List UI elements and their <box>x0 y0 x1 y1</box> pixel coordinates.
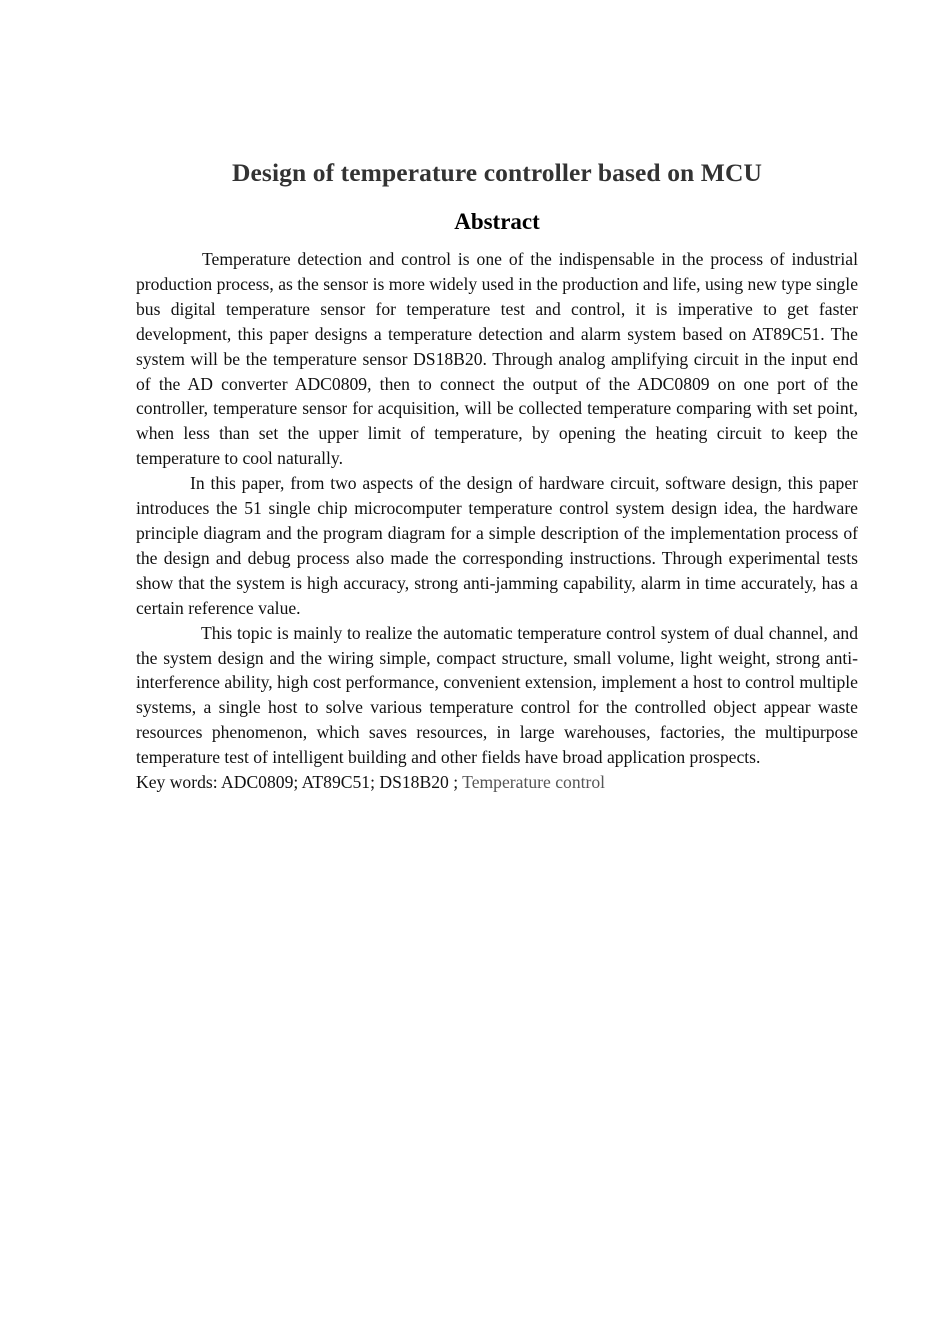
paper-title: Design of temperature controller based on MCU <box>231 158 762 187</box>
abstract-paragraph-2: In this paper, from two aspects of the design of hardware circuit, software design, this paper introduces the 51 single chip microcomputer temperature control system design idea, the hardware principle diagram and the program diagram for a simple description of the implementation process of the design and debug process also made the corresponding instructions. Through experimental tests show that the system is high accuracy, strong anti-jamming capability, alarm in time accurately, has a certain reference value. <box>136 473 858 618</box>
abstract-paragraph-1: Temperature detection and control is one of the indispensable in the process of industrial production process, as the sensor is more widely used in the production and life, using new type single bus digital temperature sensor for temperature test and control, it is imperative to get faster development, this paper designs a temperature detection and alarm system based on AT89C51. The system will be the temperature sensor DS18B20. Through analog amplifying circuit in the input end of the AD converter ADC0809, then to connect the output of the ADC0809 on one port of the controller, temperature sensor for acquisition, will be collected temperature comparing with set point, when less than set the upper limit of temperature, by opening the heating circuit to keep the temperature to cool naturally. <box>136 249 858 469</box>
keywords-term-last: Temperature control <box>462 772 606 793</box>
keywords-label: Key words: <box>136 772 222 793</box>
keywords-line <box>136 770 858 795</box>
keywords-terms: ADC0809; AT89C51; DS18B20 ; <box>221 772 463 793</box>
abstract-heading: Abstract <box>454 209 540 234</box>
abstract-paragraph-3: This topic is mainly to realize the automatic temperature control system of dual channel, and the system design and the wiring simple, compact structure, small volume, light weight, strong anti-interference ability, high cost performance, convenient extension, implement a host to control multiple systems, a single host to solve various temperature control for the controlled object appear waste resources phenomenon, which saves resources, in large warehouses, factories, the multipurpose temperature test of intelligent building and other fields have broad application prospects. <box>136 622 858 768</box>
abstract-body <box>136 247 858 795</box>
